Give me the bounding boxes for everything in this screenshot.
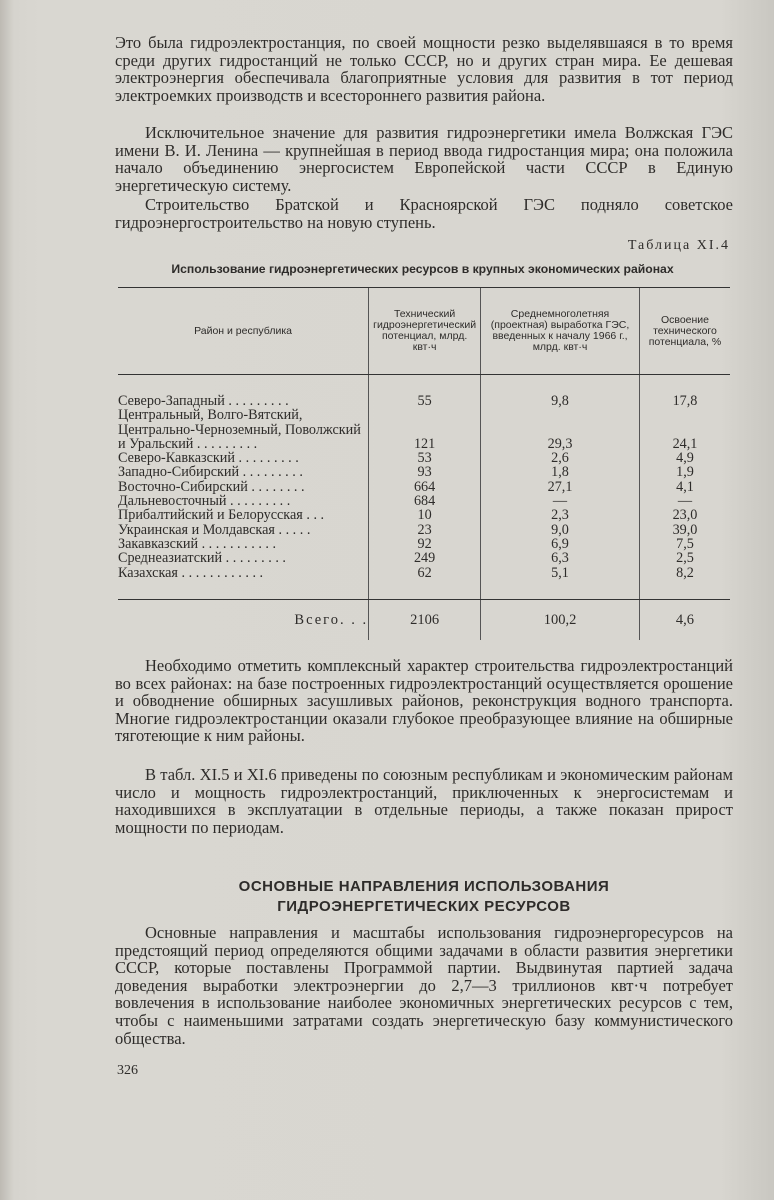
total-development: 4,6 xyxy=(639,599,730,640)
cell-output: 2,6 xyxy=(481,451,640,465)
cell-development: 7,5 xyxy=(639,537,730,551)
cell-potential: 664 xyxy=(369,480,481,494)
total-output: 100,2 xyxy=(481,599,640,640)
cell-potential: 93 xyxy=(369,465,481,479)
total-potential: 2106 xyxy=(369,599,481,640)
cell-region: Северо-Западный . . . . . . . . . xyxy=(118,393,289,409)
section-heading-line-2: ГИДРОЭНЕРГЕТИЧЕСКИХ РЕСУРСОВ xyxy=(277,898,571,915)
cell-development: 1,9 xyxy=(639,465,730,479)
cell-region: Прибалтийский и Белорусская . . . xyxy=(118,507,325,524)
cell-potential: 23 xyxy=(369,523,481,537)
cell-output: 9,8 xyxy=(481,394,640,408)
cell-development: 24,1 xyxy=(639,408,730,451)
paragraph-4 xyxy=(115,657,733,745)
header-potential: Технический гидроэнергетический потенциал, млрд. квт·ч xyxy=(369,288,481,375)
cell-output: 29,3 xyxy=(481,408,640,451)
header-region: Район и республика xyxy=(118,288,369,375)
cell-output: 9,0 xyxy=(481,523,640,537)
cell-potential: 10 xyxy=(369,508,481,522)
cell-output: 27,1 xyxy=(481,480,640,494)
cell-output: 2,3 xyxy=(481,508,640,522)
table-row xyxy=(118,408,730,451)
header-output: Среднемноголетняя (проектная) выработка ГЭС, введенных к началу 1966 г., млрд. квт·ч xyxy=(481,288,640,375)
table-row xyxy=(118,537,730,551)
table-row xyxy=(118,480,730,494)
cell-potential: 249 xyxy=(369,551,481,565)
cell-potential: 92 xyxy=(369,537,481,551)
table-number: Таблица XI.4 xyxy=(627,238,730,253)
cell-region: Центральный, Волго-Вятский, Центрально-Черноземный, Поволжский и Уральский . . . . . . . . . xyxy=(118,407,361,452)
cell-region: Северо-Кавказский . . . . . . . . . xyxy=(118,450,299,467)
total-label: Всего. . . xyxy=(294,611,369,628)
cell-region: Закавказский . . . . . . . . . . . xyxy=(118,535,277,552)
cell-potential: 55 xyxy=(369,394,481,408)
table-row xyxy=(118,465,730,479)
table-row xyxy=(118,508,730,522)
cell-development: 4,1 xyxy=(639,480,730,494)
cell-development: 17,8 xyxy=(639,394,730,408)
section-heading-line-1: ОСНОВНЫЕ НАПРАВЛЕНИЯ ИСПОЛЬЗОВАНИЯ xyxy=(238,878,610,895)
table-row xyxy=(118,566,730,580)
table-row xyxy=(118,551,730,565)
paragraph-6 xyxy=(115,924,733,1047)
paragraph-text: Исключительное значение для развития гидроэнергетики имела Волжская ГЭС имени В. И. Ленина — крупнейшая в период ввода гидростанция мира; она положила начало объединению энергосистем Европейской части СССР в Единую энергетическую систему. xyxy=(115,123,733,195)
cell-region: Западно-Сибирский . . . . . . . . . xyxy=(118,464,303,481)
cell-development: 4,9 xyxy=(639,451,730,465)
hydro-resources-table xyxy=(118,287,730,640)
cell-potential: 684 xyxy=(369,494,481,508)
table-row xyxy=(118,451,730,465)
paragraph-1 xyxy=(115,34,733,104)
cell-potential: 62 xyxy=(369,566,481,580)
cell-region: Дальневосточный . . . . . . . . . xyxy=(118,493,291,510)
cell-output: 1,8 xyxy=(481,465,640,479)
table-row xyxy=(118,494,730,508)
paragraph-3 xyxy=(115,196,733,231)
table-row xyxy=(118,394,730,408)
header-development: Освоение технического потенциала, % xyxy=(639,288,730,375)
paragraph-text: Это была гидроэлектростанция, по своей мощности резко выделявшаяся в то время среди других гидростанций не только СССР, но и других стран мира. Ее дешевая электроэнергия обеспечивала благоприятные условия для развития в тот период электроемких производств и всестороннего развития района. xyxy=(115,33,733,105)
cell-output: 6,9 xyxy=(481,537,640,551)
paragraph-text: Необходимо отметить комплексный характер строительства гидроэлектростанций во всех районах: на базе построенных гидроэлектростанций осуществляется орошение и обводнение обширных засушливых районов, реконструкция водного транспорта. Многие гидроэлектростанции оказали глубокое преобразующее влияние на обширные тяготеющие к ним районы. xyxy=(115,656,733,746)
table-total-row xyxy=(118,599,730,640)
table-row xyxy=(118,523,730,537)
paragraph-text: В табл. XI.5 и XI.6 приведены по союзным республикам и экономическим районам число и мощность гидроэлектростанций, приключенных к энергосистемам и находившихся в эксплуатации в отдельные периоды, а также показан прирост мощности по периодам. xyxy=(115,765,733,837)
paragraph-2 xyxy=(115,124,733,194)
paragraph-text: Основные направления и масштабы использования гидроэнергоресурсов на предстоящий период определяются общими задачами в области развития энергетики СССР, которые поставлены Программой партии. Выдвинутая партией задача доведения выработки электроэнергии до 2,7—3 триллионов квт·ч потребует вовлечения в использование наиболее экономичных энергетических ресурсов с тем, чтобы с наименьшими затратами создать энергетическую базу коммунистического общества. xyxy=(115,923,733,1048)
cell-potential: 121 xyxy=(369,408,481,451)
cell-development: — xyxy=(639,494,730,508)
cell-development: 23,0 xyxy=(639,508,730,522)
cell-region: Восточно-Сибирский . . . . . . . . xyxy=(118,478,305,495)
cell-development: 8,2 xyxy=(639,566,730,580)
cell-output: 5,1 xyxy=(481,566,640,580)
cell-region: Среднеазиатский . . . . . . . . . xyxy=(118,550,286,567)
section-heading xyxy=(115,877,733,917)
cell-output: — xyxy=(481,494,640,508)
cell-region: Казахская . . . . . . . . . . . . xyxy=(118,564,264,581)
cell-region: Украинская и Молдавская . . . . . xyxy=(118,521,311,538)
cell-output: 6,3 xyxy=(481,551,640,565)
paragraph-text: Строительство Братской и Красноярской ГЭС подняло советское гидроэнергостроительство на новую ступень. xyxy=(115,195,733,232)
cell-development: 2,5 xyxy=(639,551,730,565)
cell-development: 39,0 xyxy=(639,523,730,537)
table-header-row xyxy=(118,288,730,375)
table-title: Использование гидроэнергетических ресурсов в крупных экономических районах xyxy=(171,262,674,276)
paragraph-5 xyxy=(115,766,733,836)
cell-potential: 53 xyxy=(369,451,481,465)
page-number: 326 xyxy=(117,1063,138,1078)
